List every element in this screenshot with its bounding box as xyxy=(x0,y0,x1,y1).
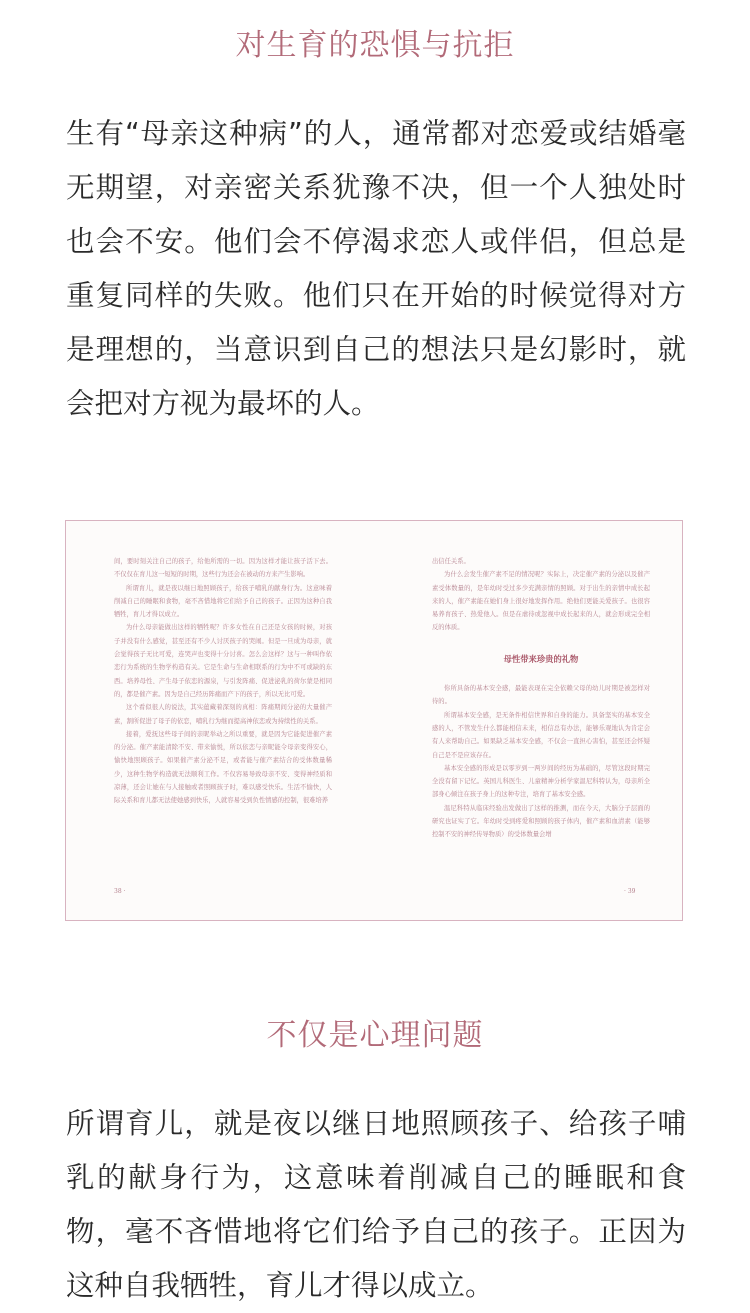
right-page-paragraph: 出信任关系。 xyxy=(432,558,470,565)
section-title-not-only-psychological: 不仅是心理问题 xyxy=(266,1018,484,1053)
right-page-paragraph: 所谓基本安全感，是无条件相信世界和自身的能力。具备坚实的基本安全感的人，不管发生什么都能相信未来，相信总有办法，能够乐观地认为肯定会有人来帮助自己。如果缺乏基本安全感，不仅会一直担心害怕，甚至还会怀疑自己是不是应该存在。 xyxy=(432,711,650,759)
book-left-page xyxy=(114,555,332,808)
left-page-paragraph: 间，要时刻关注自己的孩子，给他所需的一切。因为这样才能让孩子活下去。不仅仅在育儿这一短短的时期，这些行为还会在被动的方来产生影响。 xyxy=(114,558,332,579)
right-page-number: · 39 xyxy=(624,888,636,895)
book-spread-image xyxy=(65,520,683,921)
left-page-paragraph: 为什么母亲能做出这样的牺牲呢？许多女性在自己还是女孩的时候，对孩子并没有什么感觉，甚至还有不少人讨厌孩子的哭闹。但是一旦成为母亲，就会觉得孩子无比可爱，连哭声也变得十分讨喜。怎么会这样？这与一种叫作依恋行为系统的生物学构造有关。它是生命与生命相联系的行为中不可或缺的东西。培养母性、产生母子依恋的源泉，与引发阵痛、促进泌乳的荷尔蒙是相同的，都是催产素。因为是自己经历阵痛而产下的孩子，所以无比可爱。 xyxy=(114,624,332,698)
book-right-page xyxy=(432,555,650,842)
right-page-paragraph: 温尼科特从临床经验出发做出了这样的推测，而在今天，大脑分子层面的研究也证实了它。年幼时受到疼爱和照顾的孩子体内，催产素和血清素（能够控制不安的神经传导物质）的受体数量会增 xyxy=(432,804,650,839)
body-paragraph-2: 所谓育儿，就是夜以继日地照顾孩子、给孩子哺乳的献身行为，这意味着削减自己的睡眠和食物，毫不吝惜地将它们给予自己的孩子。正因为这种自我牺牲，育儿才得以成立。 xyxy=(66,1107,686,1302)
right-page-paragraph: 你所具备的基本安全感，最能表现在完全依赖父母的幼儿时期是被怎样对待的。 xyxy=(432,685,650,706)
left-page-paragraph: 这个看似很人的说法，其实蕴藏着深刻的真相：阵痛期间分泌的大量催产素，割所促进了母子的依恋，哺乳行为继而提高神依恋或为持续性的关系。 xyxy=(114,704,332,725)
right-page-paragraph: 基本安全感的形成是以零岁到一两岁间的经历为基础的，尽管这段时期完全没有留下记忆。英国儿科医生、儿童精神分析学家温尼科特认为，母亲所全部身心倾注在孩子身上的这种专注，培育了基本安全感。 xyxy=(432,764,650,799)
left-page-paragraph: 所谓育儿，就是夜以继日地照顾孩子，给孩子哺乳的献身行为。这意味着削减自己的睡眠和食物，毫不吝惜地将它们给予自己的孩子。正因为这种自我牺牲，育儿才得以成立。 xyxy=(114,584,332,619)
body-paragraph-1: 生有“母亲这种病”的人，通常都对恋爱或结婚毫无期望，对亲密关系犹豫不决，但一个人独处时也会不安。他们会不停渴求恋人或伴侣，但总是重复同样的失败。他们只在开始的时候觉得对方是理想的，当意识到自己的想法只是幻影时，就会把对方视为最坏的人。 xyxy=(66,117,686,420)
left-page-paragraph: 接着，爱抚这些母子间的亲昵举动之所以重要，就是因为它能促进催产素的分泌。催产素能清除不安、带来愉悦，所以依恋与亲昵能令母亲变得安心，愉快地照顾孩子。如果催产素分泌不足，或者能与催产素结合的受体数量稀少，这种生物学构造就无法顺利工作。不仅容易导致母亲不安、变得神经质和凉薄，还会让她在与人接触或者照顾孩子时，难以感受快乐。生活不愉快，人际关系和育儿都无法使她感到快乐，人就容易受到负性情感的控制，很难培养 xyxy=(114,730,332,805)
section-title-fear-of-childbirth: 对生育的恐惧与抗拒 xyxy=(235,28,515,63)
left-page-number: 38 · xyxy=(114,888,126,895)
right-page-heading: 母性带来珍贵的礼物 xyxy=(503,653,579,664)
right-page-paragraph: 为什么会发生催产素不足的情况呢？实际上，决定催产素的分泌以及催产素受体数量的，是年幼时受过多少充满亲情的照顾。对于出生的亲情中成长起来的人，催产素能在她们身上很好地发挥作用。绝他们更能关爱孩子。也很容易养育孩子、热爱他人。但是在虐待或忽视中成长起来的人，就会形成完全相反的体质。 xyxy=(432,571,650,632)
